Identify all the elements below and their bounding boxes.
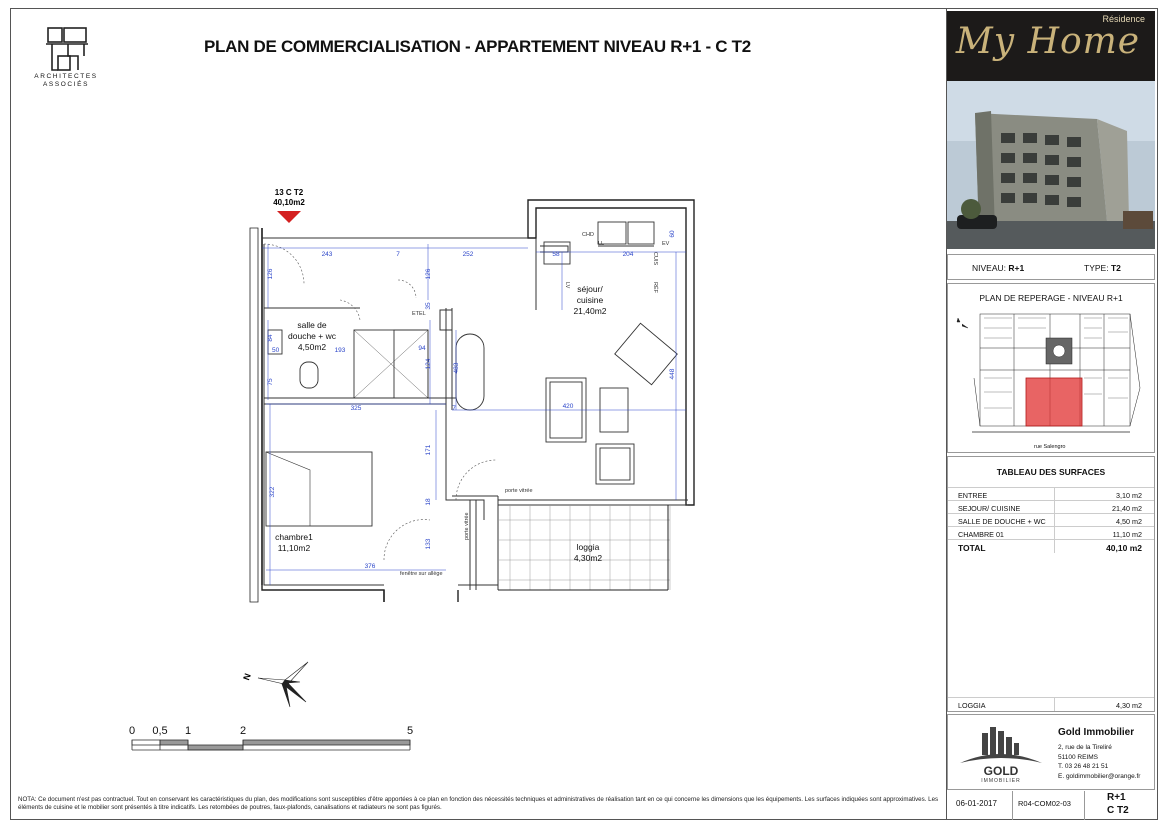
north-arrow xyxy=(238,652,318,712)
label-ref: RÉF xyxy=(652,282,658,293)
room-loggia-name: loggia xyxy=(576,542,600,552)
dim-376: 376 xyxy=(364,563,376,570)
footer-ref-cell xyxy=(1013,791,1085,820)
unit-area: 40,10m2 xyxy=(273,198,305,207)
page-title: PLAN DE COMMERCIALISATION - APPARTEMENT NIVEAU R+1 - C T2 xyxy=(204,37,751,56)
dim-7a: 7 xyxy=(396,251,400,258)
location-street-name: rue Salengro xyxy=(1034,444,1066,450)
surface-row: SEJOUR/ CUISINE 21,40 m2 xyxy=(948,500,1154,514)
surface-row: ENTREE 3,10 m2 xyxy=(948,487,1154,501)
scale-tick-1: 1 xyxy=(184,725,192,737)
dim-50: 50 xyxy=(272,347,280,354)
dim-325: 325 xyxy=(350,405,362,412)
dim-124: 124 xyxy=(425,358,432,370)
dim-60: 60 xyxy=(669,230,676,238)
agency-logo-word: GOLD xyxy=(983,764,1019,778)
brand-residence: Résidence xyxy=(1102,14,1145,24)
location-plan-title: PLAN DE REPERAGE - NIVEAU R+1 xyxy=(979,293,1123,303)
agency-name: Gold Immobilier xyxy=(1058,727,1135,738)
dim-126a: 126 xyxy=(267,268,274,280)
label-etel: ETEL xyxy=(412,311,426,317)
location-plan-drawing xyxy=(954,308,1150,442)
level-type-row xyxy=(947,254,1155,280)
agency-block xyxy=(947,714,1155,790)
dim-252: 252 xyxy=(462,251,474,258)
room-salle-name2: douche + wc xyxy=(288,331,336,341)
footer-date: 06-01-2017 xyxy=(956,799,997,808)
brand-name: My Home xyxy=(955,21,1141,62)
room-loggia-area: 4,30m2 xyxy=(573,553,603,563)
exterior-walls xyxy=(250,200,694,602)
label-chd: CHD xyxy=(582,232,594,238)
disclaimer-note: NOTA: Ce document n'est pas contractuel. Tout en conservant les caractéristiques du plan, des modifications sont susceptibles d'être apportées à ce plan en fonction des nécessités techniques et administratives de réalisation tant en ce qui concerne les dimensions que les équipements. Les surfaces indiquées sont approximatives. Les éléments de cuisine et le mobilier sont présentés à titre indicatifs. Les retombées de poutres, faux-plafonds, canalisations et radiateurs ne sont pas figurés. xyxy=(18,796,939,812)
type-label: TYPE: T2 xyxy=(1084,263,1121,273)
label-fenetre: fenêtre sur allège xyxy=(400,571,443,577)
room-chambre-area: 11,10m2 xyxy=(277,543,311,553)
footer-date-cell xyxy=(947,791,1013,820)
agency-logo xyxy=(956,723,1046,785)
surface-row: SALLE DE DOUCHE + WC 4,50 m2 xyxy=(948,513,1154,527)
north-label: N xyxy=(241,672,253,682)
footer-unit-cell xyxy=(1085,791,1155,820)
dim-193: 193 xyxy=(334,347,346,354)
dim-75: 75 xyxy=(267,378,274,386)
room-chambre-name: chambre1 xyxy=(275,532,313,542)
dim-483: 483 xyxy=(453,362,460,374)
label-ll: LL xyxy=(598,241,605,247)
agency-address: 2, rue de la Tireliré 51100 REIMS T. 03 26 48 21 51 E. goldimmobilier@orange.fr xyxy=(1058,744,1141,780)
dim-35: 35 xyxy=(425,302,432,310)
surface-row: CHAMBRE 01 11,10 m2 xyxy=(948,526,1154,540)
scale-tick-0: 0 xyxy=(128,725,136,737)
location-highlight xyxy=(1026,378,1082,426)
architect-logo-text: ARCHITECTES ASSOCIÉS xyxy=(34,73,98,88)
label-lv: LV xyxy=(564,282,570,289)
dim-126b: 126 xyxy=(425,268,432,280)
dim-133: 133 xyxy=(425,538,432,550)
dim-58: 58 xyxy=(552,251,560,258)
footer-ref: R04-COM02-03 xyxy=(1018,799,1071,808)
unit-marker-arrow xyxy=(277,211,301,223)
dim-18: 18 xyxy=(425,498,432,506)
level-label: NIVEAU: R+1 xyxy=(972,263,1025,273)
label-porte-vitree-1: porte vitrée xyxy=(505,488,533,494)
dim-420: 420 xyxy=(562,403,574,410)
room-salle-area: 4,50m2 xyxy=(297,342,327,352)
footer-level: R+1 xyxy=(1107,792,1126,803)
surface-loggia-row: LOGGIA 4,30 m2 xyxy=(948,697,1154,711)
room-sejour-name1: séjour/ xyxy=(577,284,603,294)
scale-tick-05: 0,5 xyxy=(152,725,168,737)
dim-243: 243 xyxy=(321,251,333,258)
surface-total-row: TOTAL 40,10 m2 xyxy=(948,539,1154,553)
footer-type: C T2 xyxy=(1107,805,1129,816)
floor-plan xyxy=(240,180,700,610)
unit-label: 13 C T2 xyxy=(274,188,304,197)
location-plan xyxy=(947,283,1155,453)
dim-94: 94 xyxy=(418,345,426,352)
surfaces-table xyxy=(947,456,1155,712)
scale-bar xyxy=(120,720,420,760)
footer-cartouche xyxy=(947,791,1155,820)
building-rendering xyxy=(947,81,1155,249)
dim-448: 448 xyxy=(669,368,676,380)
scale-tick-5: 5 xyxy=(406,725,414,737)
dim-7b: 7 xyxy=(452,405,456,412)
agency-logo-sub: IMMOBILIER xyxy=(981,778,1021,784)
dim-84: 84 xyxy=(267,334,274,342)
room-salle-name1: salle de xyxy=(297,320,327,330)
residence-brand xyxy=(947,11,1155,81)
room-sejour-name2: cuisine xyxy=(576,295,604,305)
room-sejour-area: 21,40m2 xyxy=(573,306,607,316)
label-ev: EV xyxy=(662,241,670,247)
label-porte-vitree-2: porte vitrée xyxy=(464,512,470,540)
label-cuis: CUIS xyxy=(652,252,658,266)
scale-tick-2: 2 xyxy=(239,725,247,737)
dim-322: 322 xyxy=(269,486,276,498)
dim-171: 171 xyxy=(425,444,432,456)
surfaces-table-title: TABLEAU DES SURFACES xyxy=(996,467,1106,477)
dim-204: 204 xyxy=(622,251,634,258)
